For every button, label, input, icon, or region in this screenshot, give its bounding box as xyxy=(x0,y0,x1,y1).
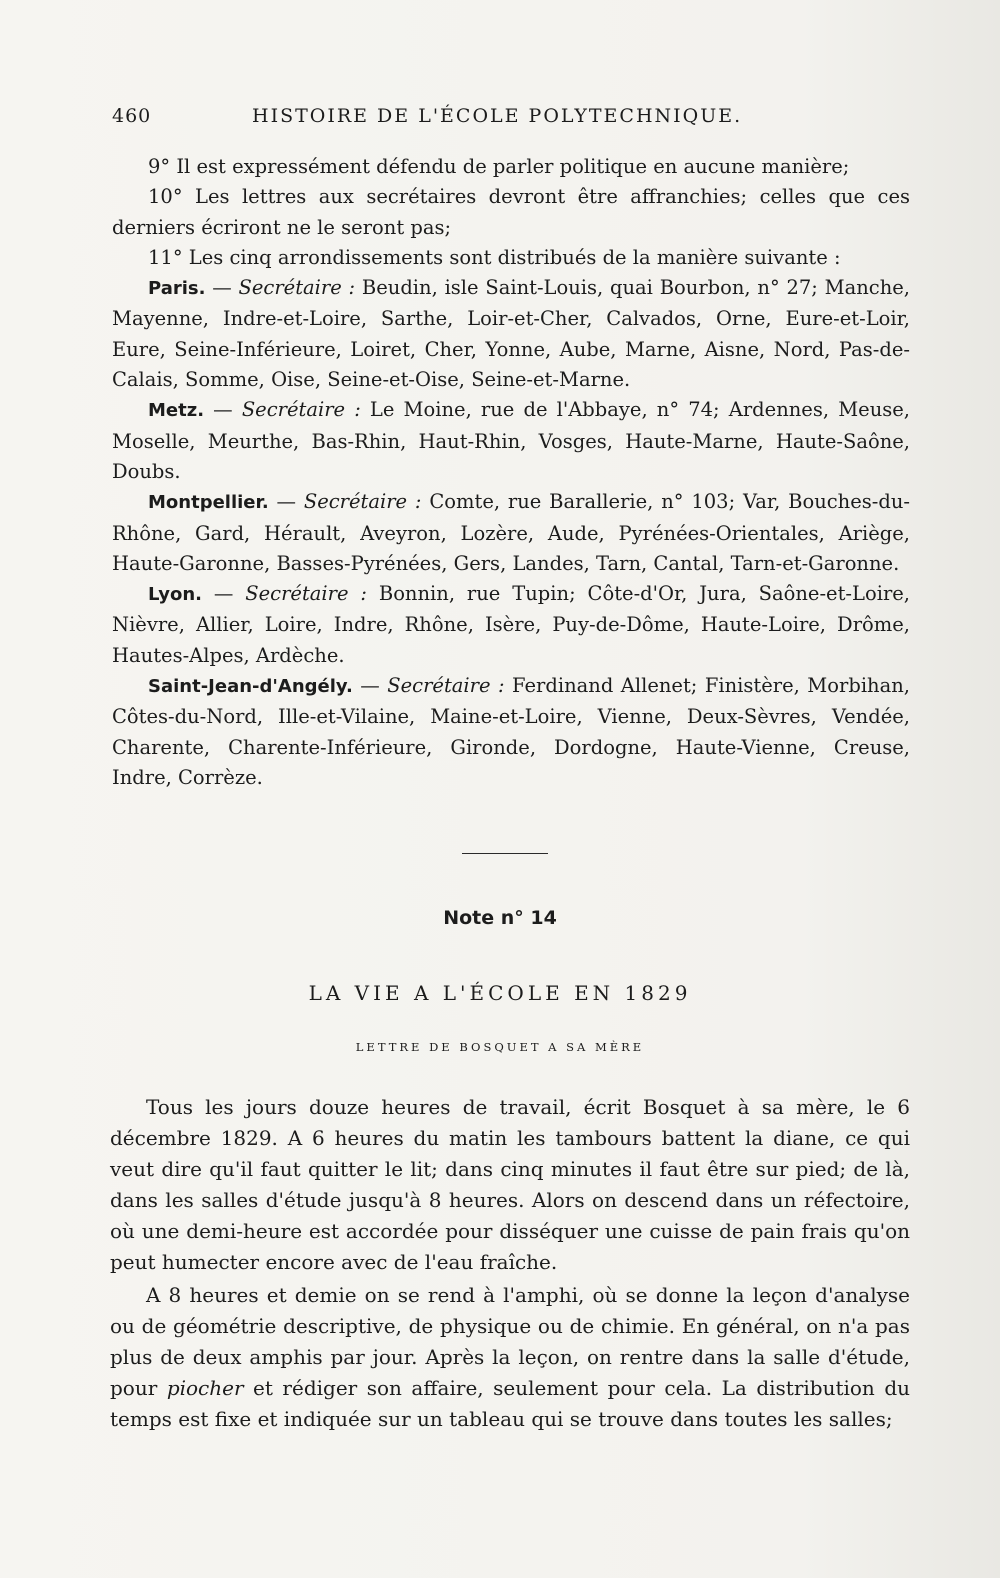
city-name: Lyon. xyxy=(148,584,202,606)
department-list: Var, Bouches-du-Rhône, Gard, Hérault, Aveyron, Lozère, Aude, Pyrénées-Orientales, Ariège, Haute-Garonne, Basses-Pyrénées, Gers, Landes, Tarn, Cantal, Tarn-et-Garonne. xyxy=(112,490,911,575)
running-header xyxy=(112,97,782,135)
arrondissement-lyon: Lyon. — Secrétaire : Bonnin, rue Tupin; Côte-d'Or, Jura, Saône-et-Loire, Nièvre, Allier, Loire, Indre, Rhône, Isère, Puy-de-Dôme, Haute-Loire, Drôme, Hautes-Alpes, Ardèche. xyxy=(112,582,911,667)
department-list: Finistère, Morbihan, Côtes-du-Nord, Ille-et-Vilaine, Maine-et-Loire, Vienne, Deux-Sèvres, Vendée, Charente, Charente-Inférieure, Gironde, Dordogne, Haute-Vienne, Creuse, Indre, Corrèze. xyxy=(112,674,911,789)
arrondissement-paris: Paris. — Secrétaire : Beudin, isle Saint-Louis, quai Bourbon, n° 27; Manche, Mayenne, Indre-et-Loire, Sarthe, Loir-et-Cher, Calvados, Orne, Eure-et-Loir, Eure, Seine-Inférieure, Loiret, Cher, Yonne, Aube, Marne, Aisne, Nord, Pas-de-Calais, Somme, Oise, Seine-et-Oise, Seine-et-Marne. xyxy=(112,276,911,392)
rule-9: 9° Il est expressément défendu de parler politique en aucune manière; xyxy=(148,155,850,178)
secretary-address: Le Moine, rue de l'Abbaye, n° 74; xyxy=(369,398,720,422)
secretary-address: Ferdinand Allenet; xyxy=(512,674,698,698)
note-title: LA VIE A L'ÉCOLE EN 1829 xyxy=(308,981,692,1005)
paragraph-text: et rédiger son affaire, seulement pour cela. La distribution du temps est fixe et indiquée sur un tableau qui se trouve dans toutes les salles; xyxy=(110,1376,911,1431)
secretary-address: Bonnin, rue Tupin; xyxy=(378,582,576,606)
arrondissement-metz: Metz. — Secrétaire : Le Moine, rue de l'Abbaye, n° 74; Ardennes, Meuse, Moselle, Meurthe, Bas-Rhin, Haut-Rhin, Vosges, Haute-Marne, Haute-Saône, Doubs. xyxy=(112,398,910,483)
department-list: Côte-d'Or, Jura, Saône-et-Loire, Nièvre, Allier, Loire, Indre, Rhône, Isère, Puy-de-Dôme, Haute-Loire, Drôme, Hautes-Alpes, Ardèche. xyxy=(112,582,911,667)
page-number: 460 xyxy=(112,105,152,127)
letter-paragraph-1: Tous les jours douze heures de travail, écrit Bosquet à sa mère, le 6 décembre 1829. A 6 heures du matin les tambours battent la diane, ce qui veut dire qu'il faut quitter le lit; dans cinq minutes il faut être sur pied; de là, dans les salles d'étude jusqu'à 8 heures. Alors on descend dans un réfectoire, où une demi-heure est accordée pour disséquer une cuisse de pain frais qu'on peut humecter encore avec de l'eau fraîche. xyxy=(110,1095,910,1274)
department-list: Ardennes, Meuse, Moselle, Meurthe, Bas-Rhin, Haut-Rhin, Vosges, Haute-Marne, Haute-Saône, Doubs. xyxy=(112,398,910,483)
city-name: Saint-Jean-d'Angély. xyxy=(148,676,353,698)
secretary-label: Secrétaire : xyxy=(238,276,356,300)
department-list: Manche, Mayenne, Indre-et-Loire, Sarthe, Loir-et-Cher, Calvados, Orne, Eure-et-Loir, Eure, Seine-Inférieure, Loiret, Cher, Yonne, Aube, Marne, Aisne, Nord, Pas-de-Calais, Somme, Oise, Seine-et-Oise, Seine-et-Marne. xyxy=(112,276,911,392)
note-heading: Note n° 14 xyxy=(443,907,557,929)
secretary-label: Secrétaire : xyxy=(241,398,361,422)
city-name: Metz. xyxy=(148,400,205,422)
paragraph-text: A 8 heures et demie on se rend à l'amphi, où se donne la leçon d'analyse ou de géométrie descriptive, de physique ou de chimie. En général, on n'a pas plus de deux amphis par jour. Après la leçon, on rentre dans la salle d'étude, pour xyxy=(110,1283,910,1400)
secretary-address: Beudin, isle Saint-Louis, quai Bourbon, n° 27; xyxy=(361,276,818,300)
arrondissement-montpellier: Montpellier. — Secrétaire : Comte, rue Barallerie, n° 103; Var, Bouches-du-Rhône, Gard, Hérault, Aveyron, Lozère, Aude, Pyrénées-Orientales, Ariège, Haute-Garonne, Basses-Pyrénées, Gers, Landes, Tarn, Cantal, Tarn-et-Garonne. xyxy=(112,490,911,575)
section-divider xyxy=(462,853,548,854)
secretary-label: Secrétaire : xyxy=(245,582,367,606)
letter-paragraph-2 xyxy=(110,1280,910,1435)
secretary-address: Comte, rue Barallerie, n° 103; xyxy=(429,490,736,514)
city-name: Paris. xyxy=(148,278,206,300)
note-subtitle: LETTRE DE BOSQUET A SA MÈRE xyxy=(355,1040,645,1054)
secretary-label: Secrétaire : xyxy=(303,490,422,514)
rule-11: 11° Les cinq arrondissements sont distribués de la manière suivante : xyxy=(148,245,841,269)
city-name: Montpellier. xyxy=(148,492,269,514)
regulations-text xyxy=(112,152,910,793)
arrondissement-saint-jean-d-angely: Saint-Jean-d'Angély. — Secrétaire : Ferdinand Allenet; Finistère, Morbihan, Côtes-du-Nord, Ille-et-Vilaine, Maine-et-Loire, Vienne, Deux-Sèvres, Vendée, Charente, Charente-Inférieure, Gironde, Dordogne, Haute-Vienne, Creuse, Indre, Corrèze. xyxy=(112,674,911,789)
italic-word: piocher xyxy=(166,1376,244,1400)
running-title: HISTOIRE DE L'ÉCOLE POLYTECHNIQUE. xyxy=(252,105,743,127)
rule-10: 10° Les lettres aux secrétaires devront être affranchies; celles que ces derniers écriront ne le seront pas; xyxy=(112,185,910,239)
secretary-label: Secrétaire : xyxy=(387,674,505,698)
letter-text xyxy=(110,1092,910,1435)
